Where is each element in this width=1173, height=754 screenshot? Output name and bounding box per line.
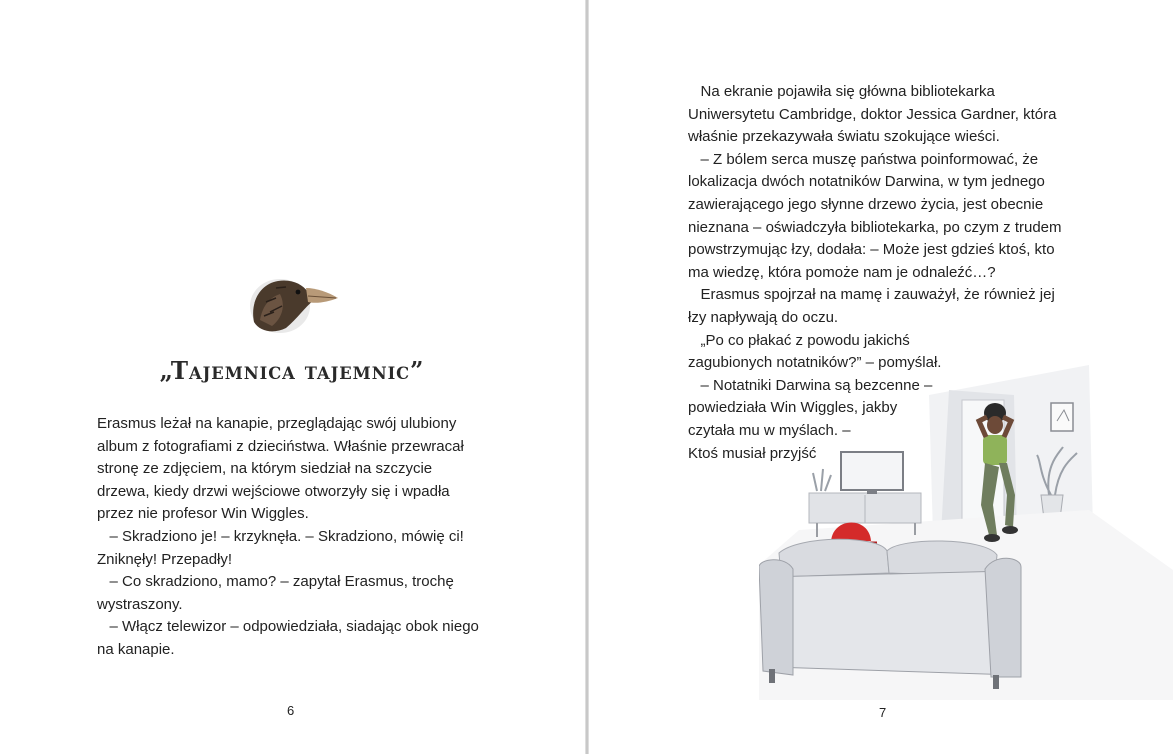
text-line: – Notatniki Darwina są bezcenne – [688, 376, 933, 394]
page-number-left: 6 [287, 703, 295, 718]
text-line: drzewa, kiedy drzwi wejściowe otworzyły się i wpadła [97, 482, 450, 500]
text-line: Uniwersytetu Cambridge, doktor Jessica Gardner, która [688, 105, 1057, 123]
text-line: ma wiedzę, która pomoże nam je odnaleźć…? [688, 263, 996, 281]
finch-bird-icon [246, 262, 342, 338]
right-page [589, 0, 1173, 754]
text-line: Erasmus spojrzał na mamę i zauważył, że również jej [688, 286, 1055, 304]
text-line: Ktoś musiał przyjść [688, 444, 817, 462]
text-line: zagubionych notatników?” – pomyślał. [688, 354, 942, 372]
text-line: powiedziała Win Wiggles, jakby [688, 399, 898, 417]
text-line: nieznana – oświadczyła bibliotekarka, po czym z trudem [688, 218, 1062, 236]
text-line: Erasmus leżał na kanapie, przeglądając swój ulubiony [97, 415, 457, 432]
text-line: zawierającego jego słynne drzewo życia, jest obecnie [688, 195, 1044, 213]
text-line: wystraszony. [97, 595, 183, 613]
chapter-title: „Tajemnica tajemnic” [159, 356, 425, 385]
text-line: właśnie przekazywała światu szokujące wieści. [688, 128, 1000, 146]
text-line: lokalizacja dwóch notatników Darwina, w tym jednego [688, 173, 1045, 191]
tv [841, 452, 903, 490]
text-line: – Włącz telewizor – odpowiedziała, siadając obok niego [97, 618, 479, 636]
text-line: Na ekranie pojawiła się główna bibliotekarka [688, 83, 995, 100]
text-line: na kanapie. [97, 640, 175, 658]
text-line: przez nie profesor Win Wiggles. [97, 505, 309, 523]
text-line: „Po co płakać z powodu jakichś [688, 331, 910, 349]
text-line: czytała mu w myślach. – [688, 421, 851, 439]
text-line: – Skradziono je! – krzyknęła. – Skradziono, mówię ci! [97, 527, 464, 545]
text-line: stronę ze zdjęciem, na którym siedział na szczycie [97, 460, 433, 478]
text-line: – Z bólem serca muszę państwa poinformować, że [688, 150, 1039, 168]
wall-picture [1051, 403, 1073, 431]
text-line: album z fotografiami z dzieciństwa. Właśnie przewracał [97, 437, 464, 455]
text-line: – Co skradziono, mamo? – zapytał Erasmus, trochę [97, 573, 454, 591]
text-line: powstrzymując łzy, dodała: – Może jest gdzieś ktoś, kto [688, 241, 1055, 259]
sofa [759, 539, 1021, 689]
page-number-right: 7 [879, 705, 887, 720]
text-line: Zniknęły! Przepadły! [97, 550, 233, 568]
living-room-illustration [759, 355, 1173, 700]
text-line: łzy napływają do oczu. [688, 308, 839, 326]
left-page [0, 0, 586, 754]
left-page-text [97, 413, 497, 662]
